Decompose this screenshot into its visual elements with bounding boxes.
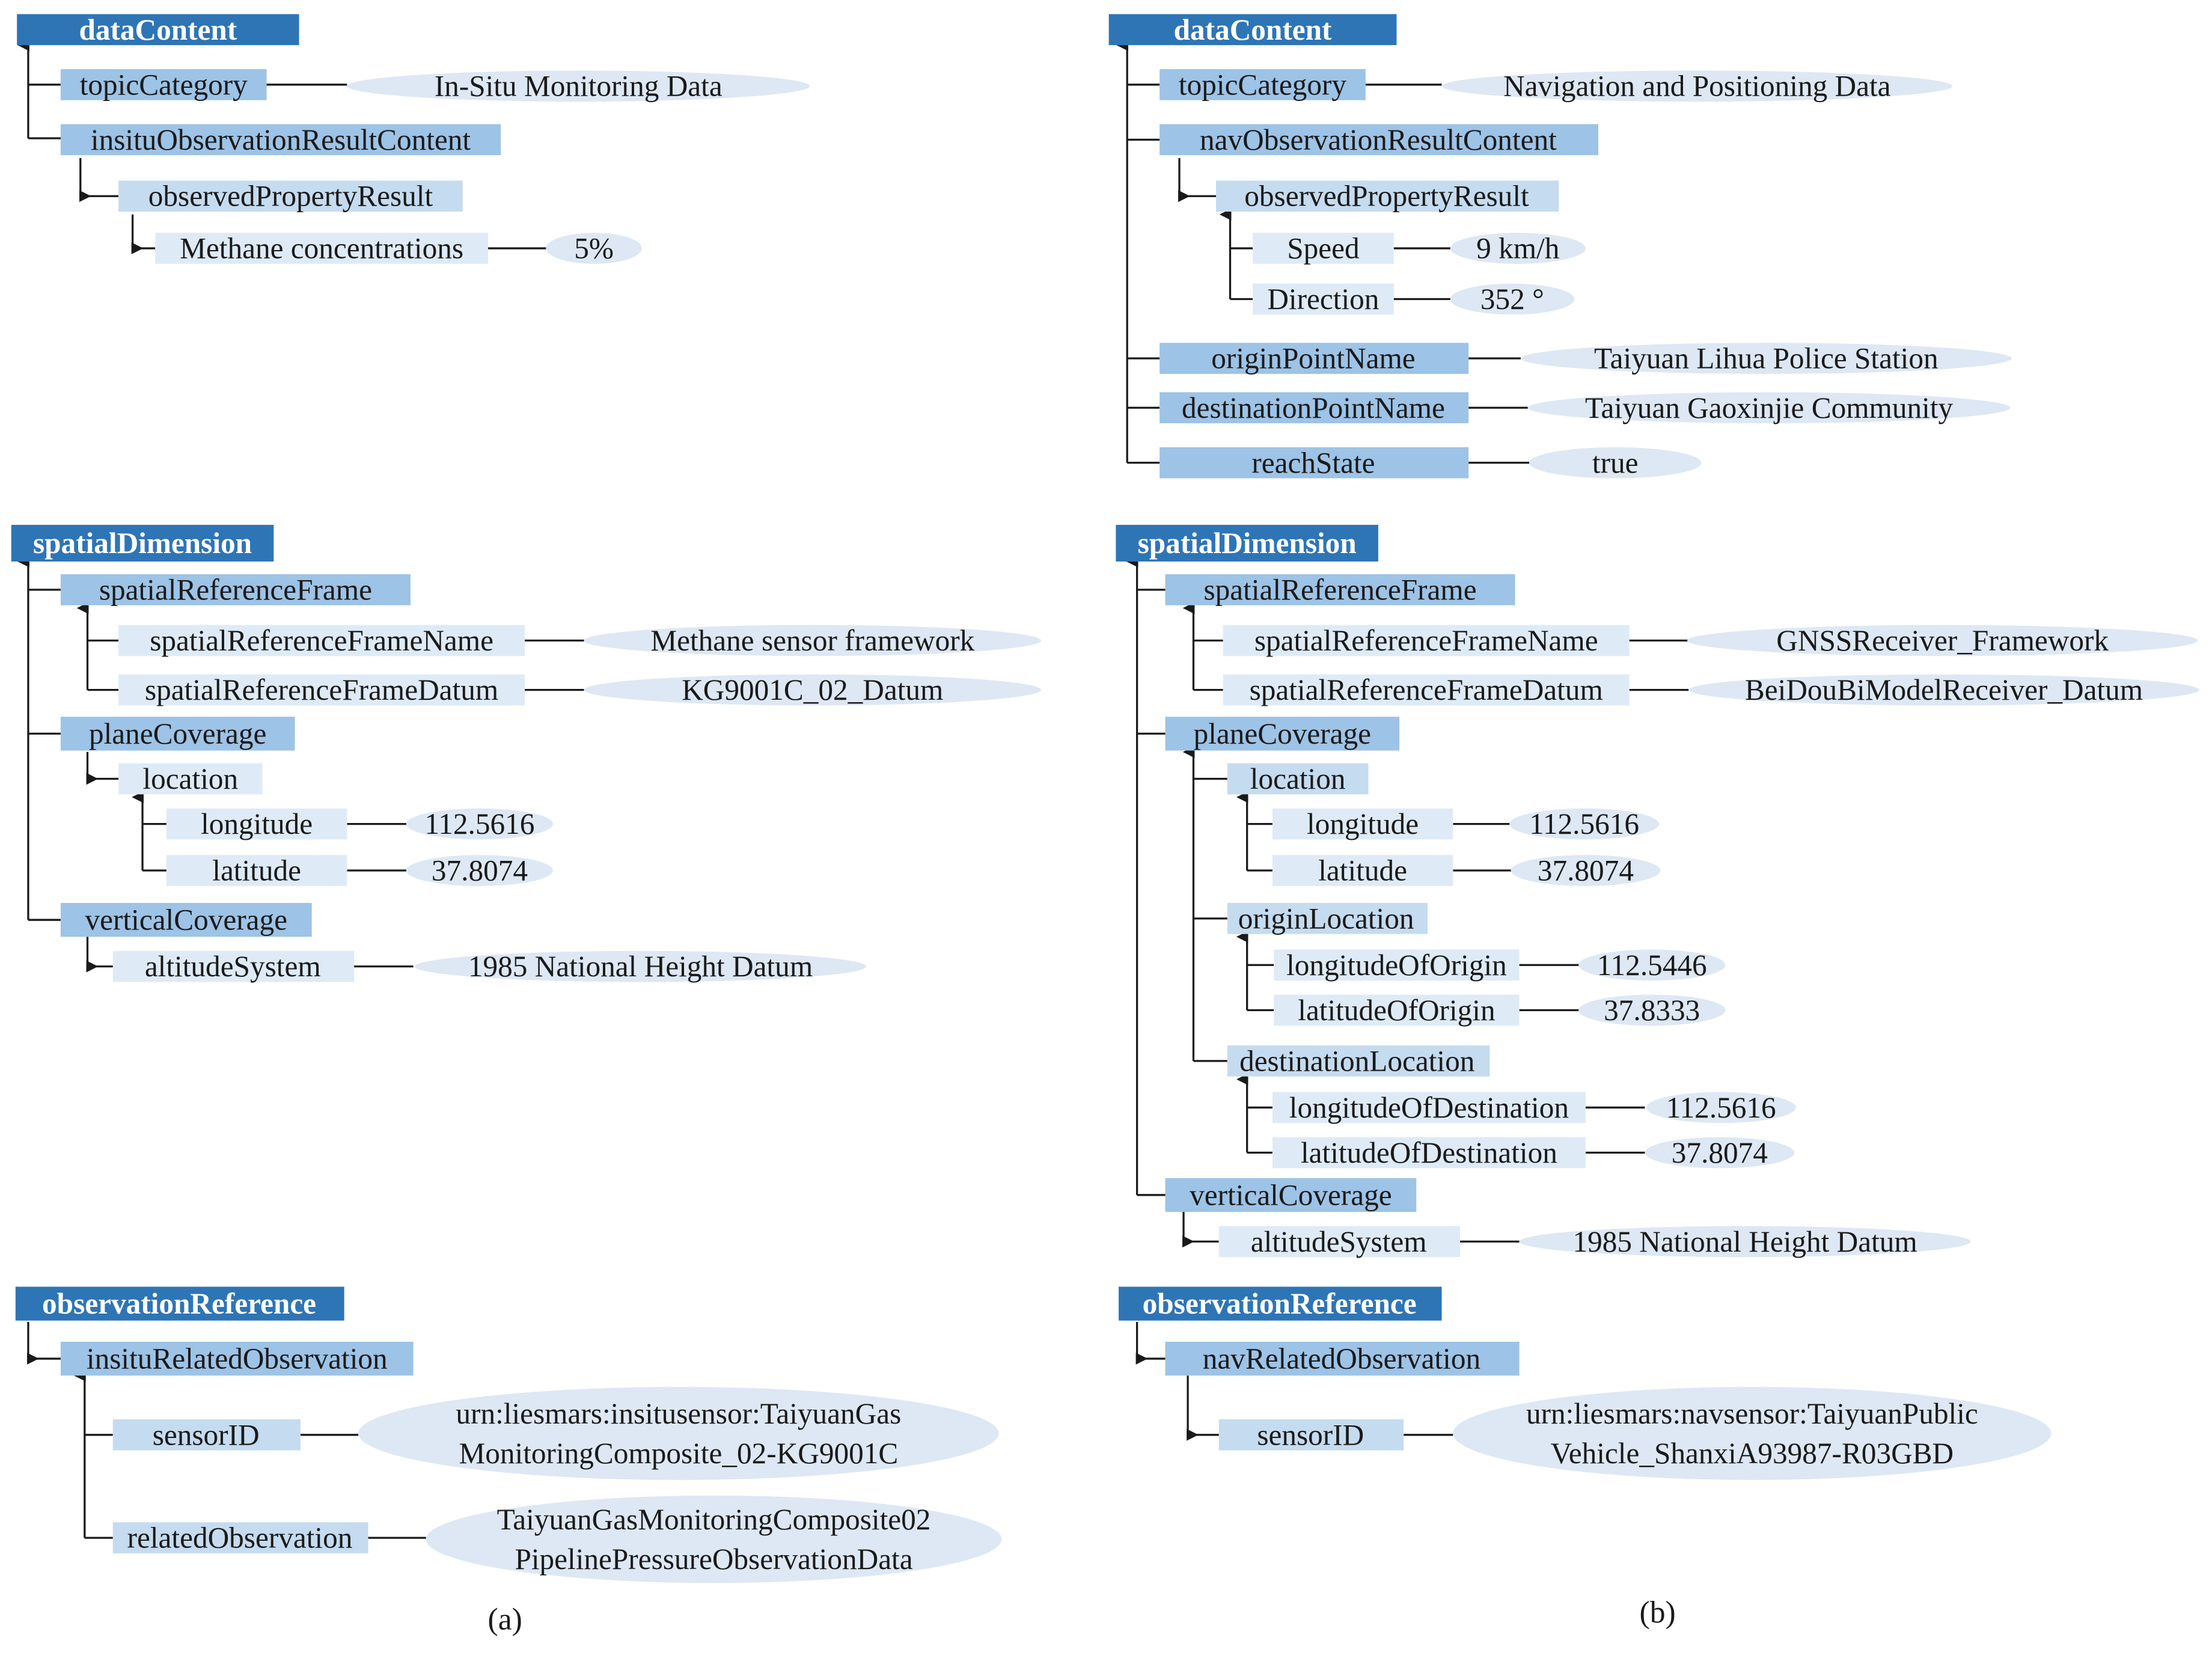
connector	[1453, 824, 1512, 870]
longitude-of-origin-value: 112.5446	[1596, 948, 1707, 982]
speed-value: 9 km/h	[1476, 231, 1560, 265]
observation-reference-header: observationReference	[1142, 1287, 1417, 1321]
destination-point-name-label: destinationPointName	[1182, 391, 1445, 424]
latitude-value: 37.8074	[1537, 854, 1634, 887]
frame-datum-value: BeiDouBiModelReceiver_Datum	[1744, 673, 2143, 707]
frame-datum-label: spatialReferenceFrameDatum	[144, 673, 499, 707]
connector	[525, 640, 584, 690]
related-observation-value-line2: PipelinePressureObservationData	[515, 1542, 913, 1576]
observed-property-result-label: observedPropertyResult	[148, 179, 433, 213]
latitude-value: 37.8074	[431, 854, 528, 887]
plane-coverage-label: planeCoverage	[88, 717, 267, 750]
longitude-of-destination-value: 112.5616	[1666, 1091, 1776, 1124]
connector	[28, 85, 61, 138]
data-content-header: dataContent	[79, 13, 237, 46]
connector	[133, 215, 156, 248]
latitude-label: latitude	[212, 854, 302, 887]
connector	[1230, 248, 1253, 299]
sensor-id-label: sensorID	[152, 1418, 260, 1452]
direction-value: 352 °	[1480, 283, 1544, 316]
topic-category-label: topicCategory	[79, 68, 248, 102]
longitude-label: longitude	[201, 807, 313, 841]
altitude-system-value: 1985 National Height Datum	[1572, 1225, 1917, 1258]
topic-category-label: topicCategory	[1178, 68, 1347, 102]
altitude-system-label: altitudeSystem	[144, 950, 321, 983]
sensor-id-value-line2: MonitoringComposite_02-KG9001C	[459, 1436, 899, 1470]
connector	[81, 158, 118, 196]
altitude-system-value: 1985 National Height Datum	[468, 950, 813, 983]
connector	[1394, 248, 1453, 299]
longitude-of-origin-label: longitudeOfOrigin	[1286, 948, 1507, 982]
spatial-reference-frame-label: spatialReferenceFrame	[99, 573, 372, 607]
longitude-value: 112.5616	[1529, 807, 1640, 841]
connector	[1137, 590, 1166, 1195]
connector	[347, 824, 406, 870]
vertical-coverage-label: verticalCoverage	[1190, 1178, 1392, 1212]
panel-a-caption: (a)	[487, 1602, 522, 1637]
connector	[1127, 85, 1159, 463]
spatial-reference-frame-label: spatialReferenceFrame	[1203, 573, 1477, 607]
connector	[1193, 640, 1223, 690]
reach-state-value: true	[1592, 446, 1639, 480]
connector	[88, 640, 119, 690]
connector	[88, 752, 119, 779]
destination-point-name-value: Taiyuan Gaoxinjie Community	[1584, 391, 1954, 424]
panel-b	[1109, 13, 2199, 1630]
sensor-id-value-line2: Vehicle_ShanxiA93987-R03GBD	[1550, 1436, 1954, 1470]
connector	[28, 1322, 61, 1359]
sensor-id-value-line1: urn:liesmars:insitusensor:TaiyuanGas	[456, 1397, 902, 1431]
methane-property-value: 5%	[574, 231, 614, 265]
connector	[1137, 1322, 1166, 1359]
observation-reference-header: observationReference	[42, 1287, 317, 1321]
latitude-of-destination-value: 37.8074	[1671, 1136, 1768, 1169]
direction-label: Direction	[1267, 283, 1379, 316]
connector	[88, 937, 113, 966]
frame-name-label: spatialReferenceFrameName	[150, 623, 493, 657]
latitude-of-origin-value: 37.8333	[1604, 993, 1700, 1027]
result-content-label: navObservationResultContent	[1199, 123, 1557, 156]
spatial-dimension-header: spatialDimension	[32, 527, 252, 560]
connector	[1184, 1212, 1219, 1241]
origin-location-label: originLocation	[1238, 902, 1414, 935]
reach-state-label: reachState	[1251, 446, 1375, 480]
connector	[1179, 158, 1216, 196]
panel-a	[11, 13, 1041, 1637]
frame-name-value: GNSSReceiver_Framework	[1776, 623, 2109, 657]
connector	[1468, 358, 1529, 463]
altitude-system-label: altitudeSystem	[1250, 1225, 1427, 1258]
sensor-id-label: sensorID	[1257, 1418, 1364, 1452]
connector	[28, 590, 61, 920]
plane-coverage-label: planeCoverage	[1193, 717, 1372, 750]
panel-b-caption: (b)	[1639, 1595, 1676, 1630]
connector	[142, 824, 167, 870]
observed-property-result-label: observedPropertyResult	[1244, 179, 1529, 213]
origin-point-name-value: Taiyuan Lihua Police Station	[1594, 341, 1939, 375]
connector	[85, 1435, 113, 1538]
location-label: location	[1250, 762, 1346, 795]
related-observation-label: relatedObservation	[127, 1521, 353, 1555]
methane-property-label: Methane concentrations	[180, 231, 464, 265]
longitude-label: longitude	[1307, 807, 1419, 841]
connector	[1193, 779, 1227, 1060]
frame-name-value: Methane sensor framework	[650, 623, 975, 657]
destination-location-label: destinationLocation	[1239, 1044, 1475, 1078]
frame-datum-label: spatialReferenceFrameDatum	[1249, 673, 1603, 707]
latitude-of-destination-label: latitudeOfDestination	[1300, 1136, 1557, 1169]
data-content-header: dataContent	[1173, 13, 1332, 46]
latitude-of-origin-label: latitudeOfOrigin	[1298, 993, 1496, 1027]
connector	[1520, 965, 1580, 1010]
location-label: location	[142, 762, 239, 795]
topic-category-value: In-Situ Monitoring Data	[434, 69, 723, 103]
sensor-id-value-line1: urn:liesmars:navsensor:TaiyuanPublic	[1526, 1397, 1978, 1431]
connector	[1247, 1107, 1273, 1152]
longitude-value: 112.5616	[424, 807, 535, 841]
frame-name-label: spatialReferenceFrameName	[1254, 623, 1598, 657]
topic-category-value: Navigation and Positioning Data	[1503, 69, 1891, 103]
connector	[1247, 965, 1274, 1010]
vertical-coverage-label: verticalCoverage	[85, 903, 288, 937]
connector	[1630, 640, 1689, 690]
related-observation-group-label: navRelatedObservation	[1202, 1342, 1481, 1375]
frame-datum-value: KG9001C_02_Datum	[682, 673, 944, 707]
latitude-label: latitude	[1318, 854, 1407, 887]
result-content-label: insituObservationResultContent	[90, 123, 471, 156]
related-observation-value-line1: TaiyuanGasMonitoringComposite02	[496, 1503, 931, 1537]
connector	[1247, 824, 1273, 870]
related-observation-group-label: insituRelatedObservation	[86, 1342, 388, 1375]
spatial-dimension-header: spatialDimension	[1137, 527, 1357, 560]
origin-point-name-label: originPointName	[1211, 341, 1416, 375]
connector	[1188, 1375, 1219, 1435]
longitude-of-destination-label: longitudeOfDestination	[1289, 1091, 1569, 1124]
connector	[1586, 1107, 1645, 1152]
speed-label: Speed	[1287, 231, 1360, 265]
